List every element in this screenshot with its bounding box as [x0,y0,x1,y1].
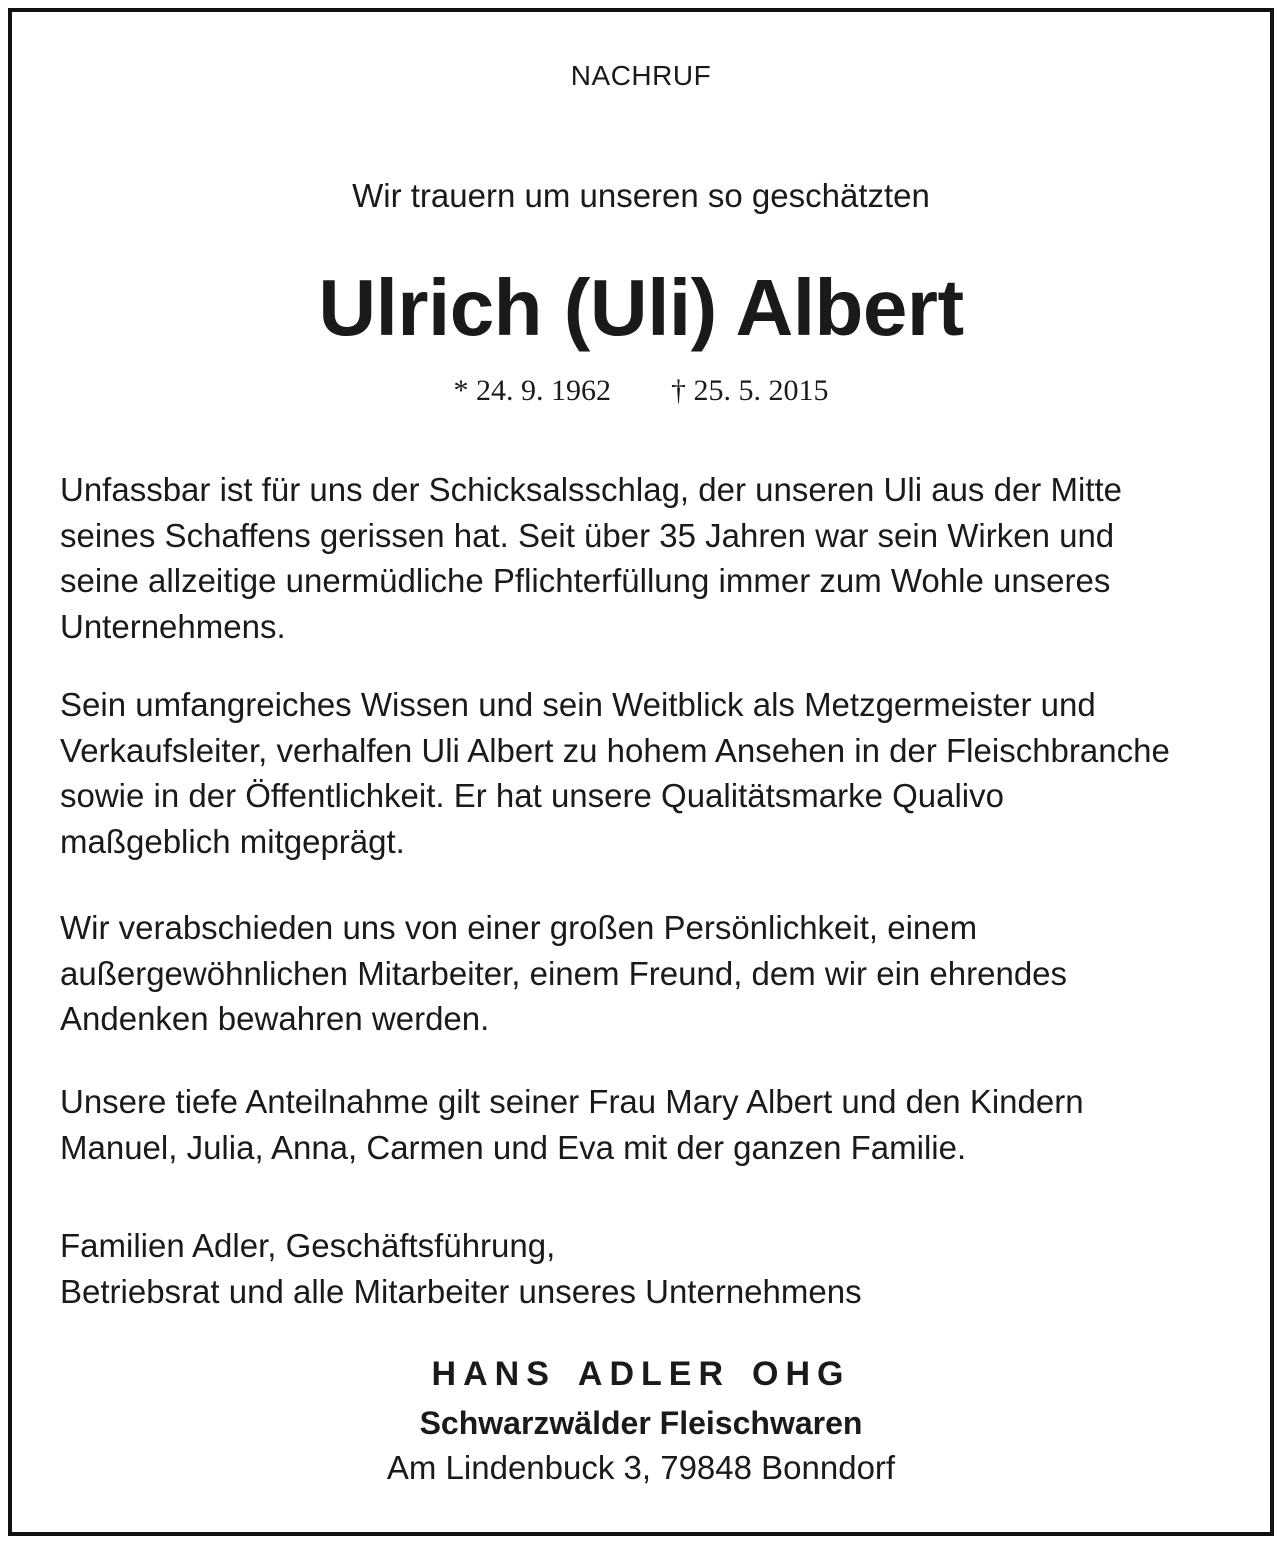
paragraph-tribute [60,467,1250,649]
company-name [12,1355,1270,1394]
company-name-word: HANS [431,1355,556,1393]
signatory-line: Familien Adler, Geschäftsführung, [60,1227,556,1264]
paragraph-line: Sein umfangreiches Wissen und sein Weitblick als Metzgermeister und [60,686,1096,723]
paragraph-line: Unfassbar ist für uns der Schicksalsschlag, der unseren Uli aus der Mitte [60,471,1122,508]
paragraph-line: Wir verabschieden uns von einer großen Persönlichkeit, einem [60,909,978,946]
paragraph-line: seine allzeitige unermüdliche Pflichterfüllung immer zum Wohle unseres [60,562,1111,599]
company-subtitle: Schwarzwälder Fleischwaren [419,1405,863,1441]
company-address: Am Lindenbuck 3, 79848 Bonndorf [386,1449,896,1486]
signatories [60,1223,1250,1314]
obituary-notice [8,8,1274,1536]
intro-line: Wir trauern um unseren so geschätzten [352,177,930,214]
paragraph-line: Unsere tiefe Anteilnahme gilt seiner Frau Mary Albert und den Kindern [60,1083,1084,1120]
paragraph-condolence [60,1079,1250,1170]
signatory-line: Betriebsrat und alle Mitarbeiter unseres Unternehmens [60,1272,862,1310]
paragraph-farewell [60,905,1250,1042]
paragraph-line: Andenken bewahren werden. [60,1000,490,1037]
notice-heading: NACHRUF [570,60,712,91]
paragraph-line: sowie in der Öffentlichkeit. Er hat unsere Qualitätsmarke Qualivo [60,777,1004,814]
paragraph-line: Manuel, Julia, Anna, Carmen und Eva mit der ganzen Familie. [60,1128,967,1166]
company-name-word: OHG [752,1355,851,1393]
company-name-word: ADLER [577,1355,730,1393]
death-date: † 25. 5. 2015 [671,374,829,407]
life-dates [12,374,1270,408]
paragraph-career [60,682,1250,864]
paragraph-line: maßgeblich mitgeprägt. [60,822,405,860]
paragraph-line: außergewöhnlichen Mitarbeiter, einem Freund, dem wir ein ehrendes [60,954,1068,992]
birth-date: * 24. 9. 1962 [453,374,611,407]
paragraph-line: seines Schaffens gerissen hat. Seit über 35 Jahren war sein Wirken und [60,516,1115,554]
paragraph-line: Verkaufsleiter, verhalfen Uli Albert zu hohem Ansehen in der Fleischbranche [60,731,1170,769]
deceased-name: Ulrich (Uli) Albert [318,263,964,352]
paragraph-line: Unternehmens. [60,607,286,645]
